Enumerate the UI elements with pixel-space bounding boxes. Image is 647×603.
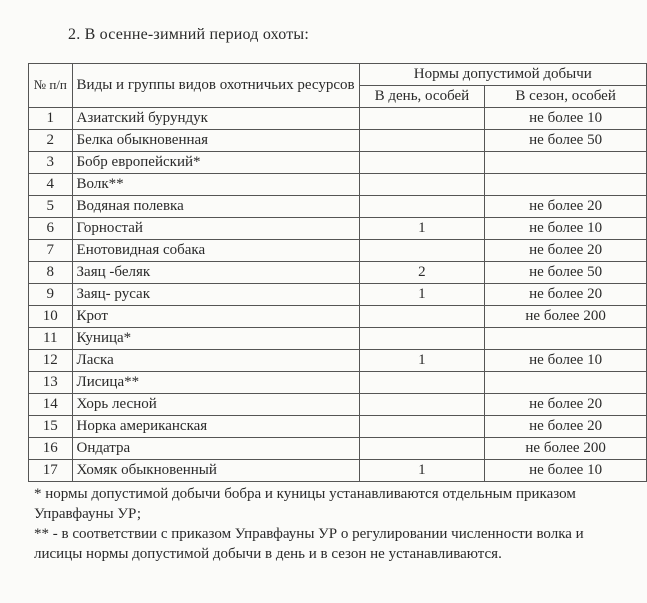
row-per-day — [359, 196, 485, 218]
table-row — [29, 218, 647, 240]
row-per-season: не более 200 — [485, 306, 647, 328]
row-per-season: не более 50 — [485, 130, 647, 152]
table-body — [29, 108, 647, 482]
footnotes — [34, 484, 619, 564]
table-row — [29, 306, 647, 328]
row-per-day — [359, 372, 485, 394]
table-row — [29, 460, 647, 482]
row-species: Бобр европейский* — [72, 152, 359, 174]
row-per-day — [359, 438, 485, 460]
row-number: 17 — [29, 460, 73, 482]
table-row — [29, 438, 647, 460]
table-row — [29, 108, 647, 130]
table-row — [29, 152, 647, 174]
row-per-season: не более 50 — [485, 262, 647, 284]
row-species: Заяц -беляк — [72, 262, 359, 284]
table-row — [29, 328, 647, 350]
row-species: Ондатра — [72, 438, 359, 460]
footnote-wolf-fox: ** - в соответствии с приказом Управфауны УР о регулировании численности волка и лисицы нормы допустимой добычи в день и в сезон не устанавливаются. — [34, 526, 584, 562]
row-per-day — [359, 306, 485, 328]
row-per-day — [359, 394, 485, 416]
row-per-season: не более 20 — [485, 240, 647, 262]
row-per-day — [359, 416, 485, 438]
row-number: 12 — [29, 350, 73, 372]
row-per-day: 2 — [359, 262, 485, 284]
row-number: 15 — [29, 416, 73, 438]
table-header-row — [29, 64, 647, 86]
row-per-season: не более 10 — [485, 350, 647, 372]
header-norms: Нормы допустимой добычи — [359, 64, 646, 86]
row-species: Ласка — [72, 350, 359, 372]
row-per-season — [485, 174, 647, 196]
row-per-season: не более 200 — [485, 438, 647, 460]
row-number: 11 — [29, 328, 73, 350]
row-number: 4 — [29, 174, 73, 196]
row-per-season — [485, 328, 647, 350]
row-per-season: не более 20 — [485, 284, 647, 306]
row-species: Хорь лесной — [72, 394, 359, 416]
row-number: 14 — [29, 394, 73, 416]
row-number: 1 — [29, 108, 73, 130]
table-row — [29, 416, 647, 438]
section-heading: 2. В осенне-зимний период охоты: — [68, 26, 309, 43]
row-number: 8 — [29, 262, 73, 284]
row-species: Азиатский бурундук — [72, 108, 359, 130]
row-species: Белка обыкновенная — [72, 130, 359, 152]
row-number: 3 — [29, 152, 73, 174]
row-number: 7 — [29, 240, 73, 262]
footnote-beaver-marten: * нормы допустимой добычи бобра и куницы устанавливаются отдельным приказом Управфауны УР; — [34, 486, 576, 522]
row-species: Водяная полевка — [72, 196, 359, 218]
header-per-day: В день, особей — [359, 86, 485, 108]
row-species: Крот — [72, 306, 359, 328]
row-number: 5 — [29, 196, 73, 218]
row-per-day: 1 — [359, 460, 485, 482]
row-per-day — [359, 152, 485, 174]
row-species: Енотовидная собака — [72, 240, 359, 262]
row-per-season: не более 20 — [485, 196, 647, 218]
table-row — [29, 130, 647, 152]
row-per-day: 1 — [359, 284, 485, 306]
table-row — [29, 196, 647, 218]
row-per-season: не более 10 — [485, 460, 647, 482]
header-species: Виды и группы видов охотничьих ресурсов — [72, 64, 359, 108]
row-per-season — [485, 152, 647, 174]
row-per-season: не более 20 — [485, 394, 647, 416]
row-species: Хомяк обыкновенный — [72, 460, 359, 482]
header-number: № п/п — [29, 64, 73, 108]
table-row — [29, 394, 647, 416]
row-number: 13 — [29, 372, 73, 394]
table-row — [29, 262, 647, 284]
row-species: Лисица** — [72, 372, 359, 394]
row-number: 2 — [29, 130, 73, 152]
table-row — [29, 372, 647, 394]
hunting-quota-table — [28, 63, 647, 482]
table-row — [29, 174, 647, 196]
row-per-day: 1 — [359, 218, 485, 240]
row-per-season: не более 10 — [485, 108, 647, 130]
row-per-season: не более 20 — [485, 416, 647, 438]
row-species: Куница* — [72, 328, 359, 350]
row-per-season — [485, 372, 647, 394]
table-row — [29, 284, 647, 306]
row-per-day — [359, 174, 485, 196]
table-row — [29, 350, 647, 372]
header-per-season: В сезон, особей — [485, 86, 647, 108]
row-number: 9 — [29, 284, 73, 306]
row-per-day: 1 — [359, 350, 485, 372]
table-row — [29, 240, 647, 262]
row-per-season: не более 10 — [485, 218, 647, 240]
row-number: 16 — [29, 438, 73, 460]
row-species: Заяц- русак — [72, 284, 359, 306]
row-per-day — [359, 240, 485, 262]
row-per-day — [359, 108, 485, 130]
row-species: Волк** — [72, 174, 359, 196]
row-number: 6 — [29, 218, 73, 240]
row-species: Норка американская — [72, 416, 359, 438]
row-species: Горностай — [72, 218, 359, 240]
row-per-day — [359, 130, 485, 152]
row-number: 10 — [29, 306, 73, 328]
row-per-day — [359, 328, 485, 350]
